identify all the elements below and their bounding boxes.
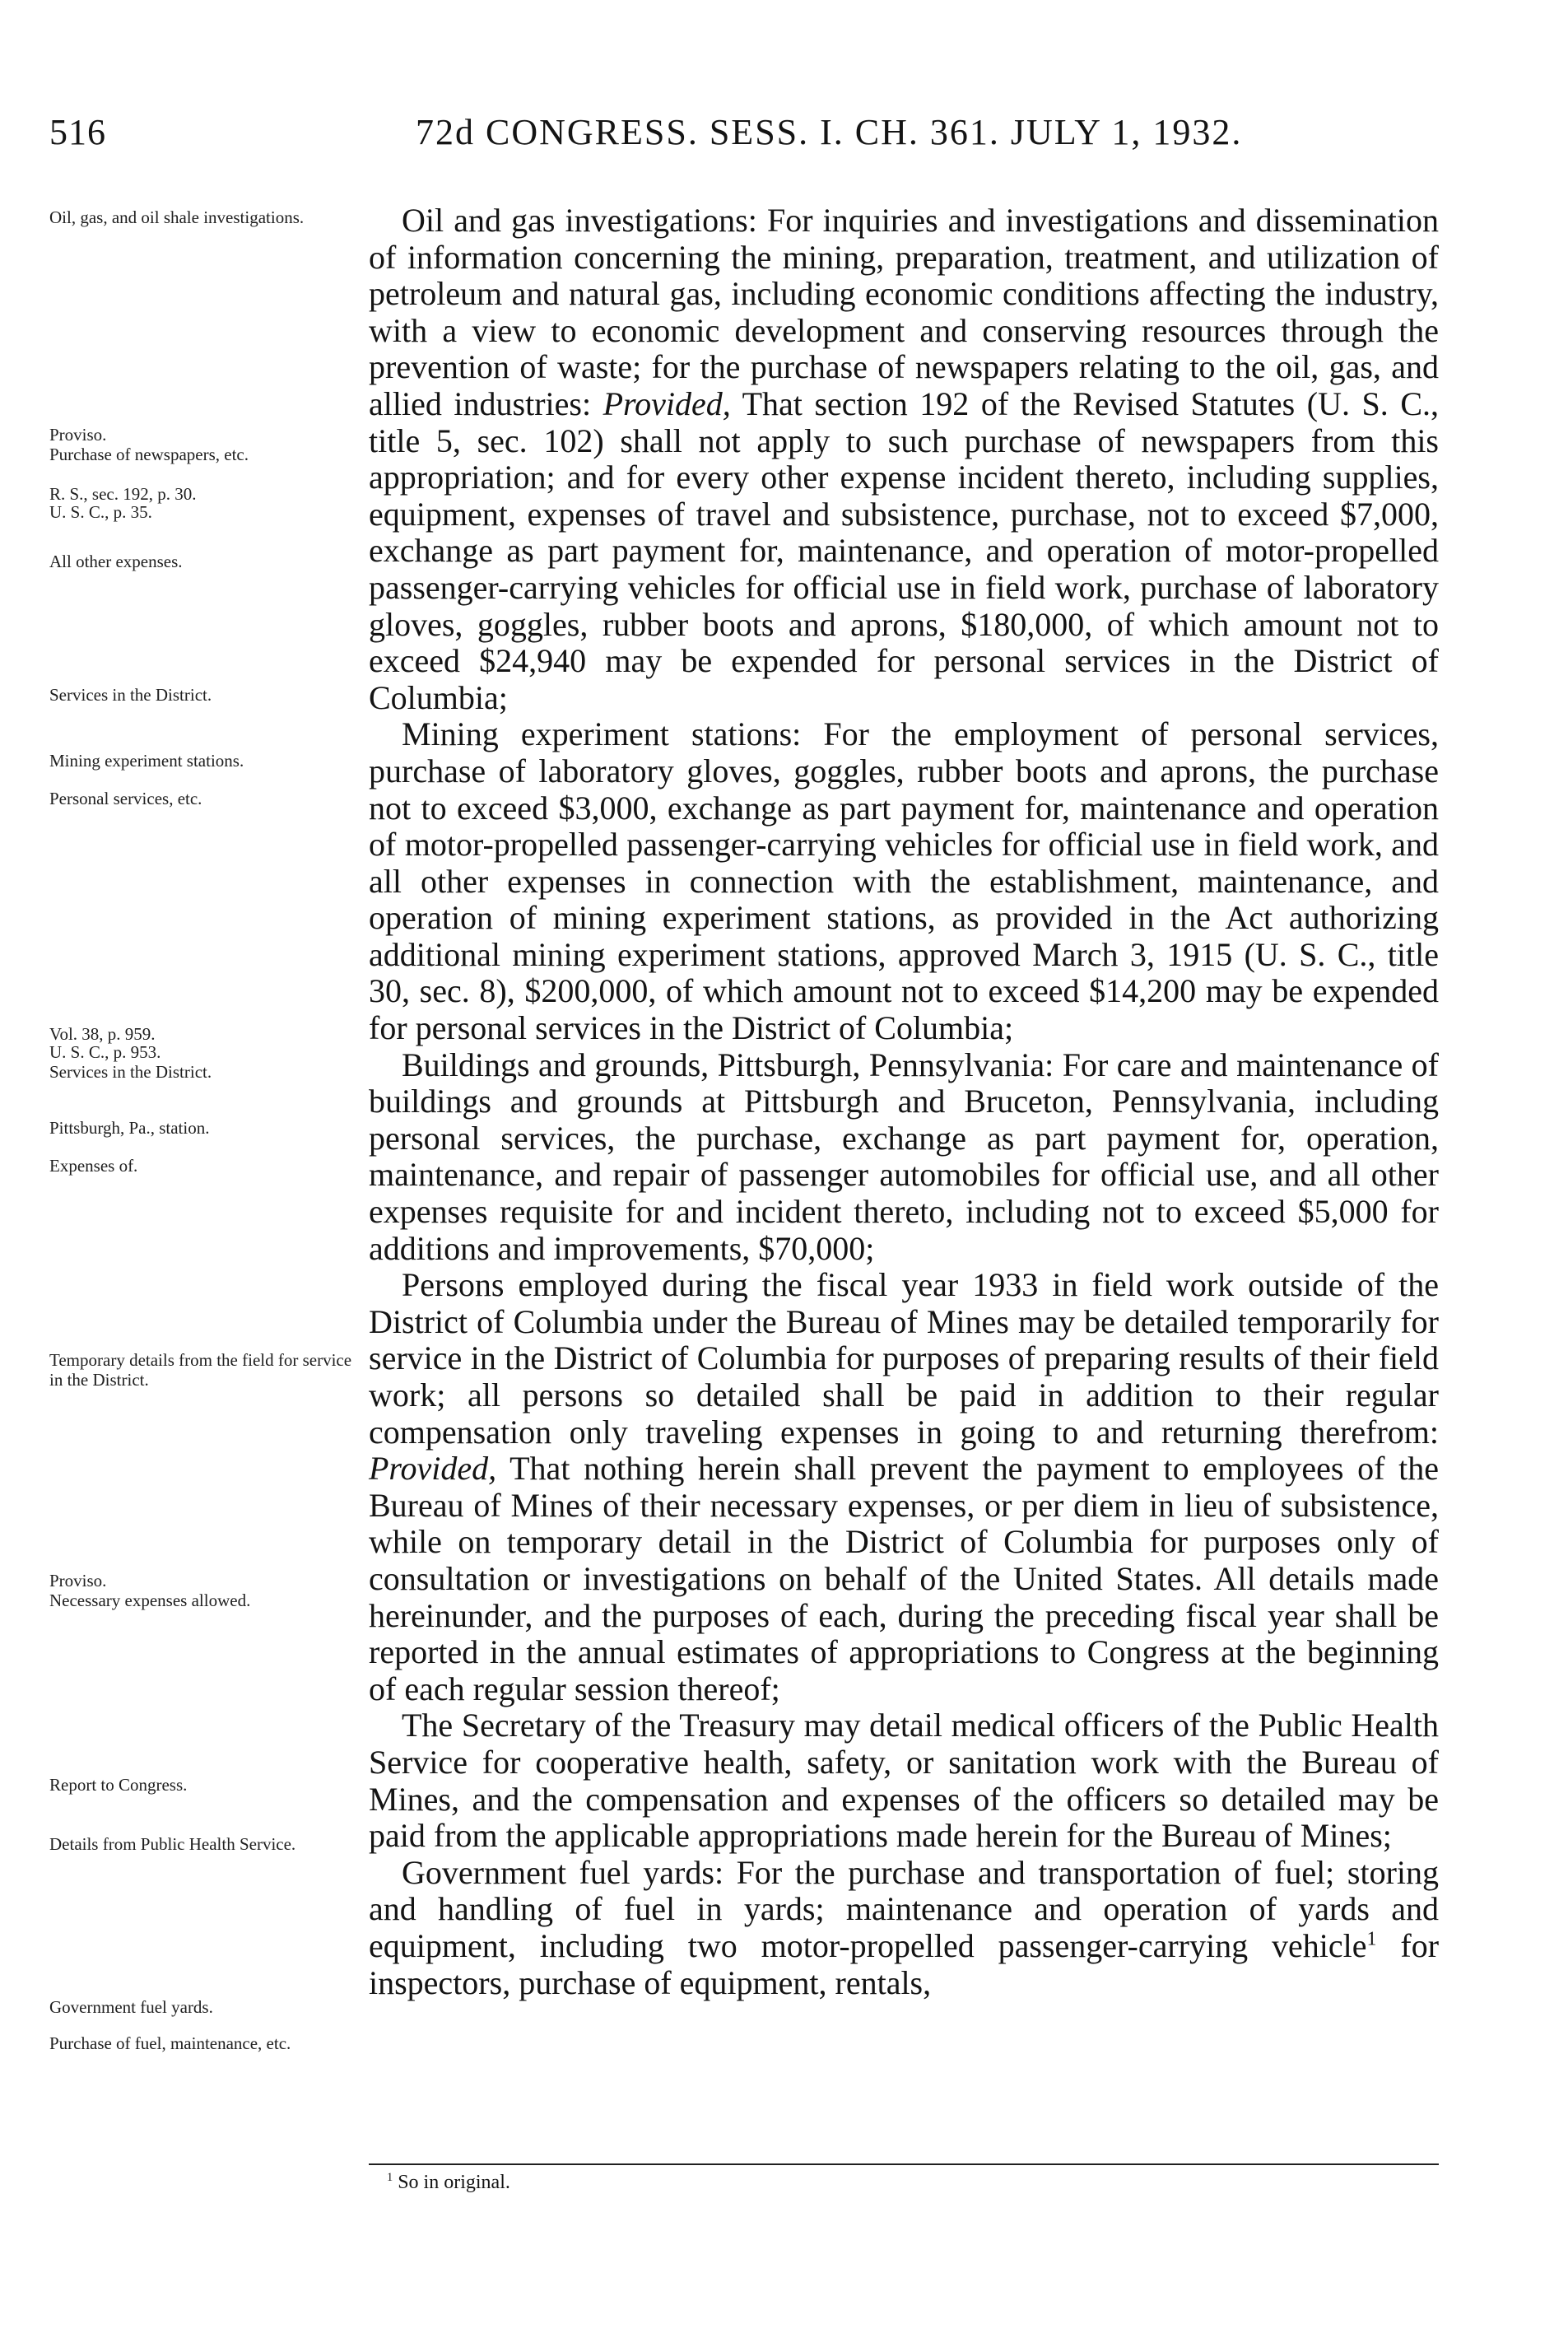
paragraph-oil-gas-part-2: That section 192 of the Revised Statutes (U. S. C., title 5, sec. 102) shall not apply to such purchase of newspapers from this appropriation; and for every other expense incident thereto, including supplies, equipment, expenses of travel and subsistence, purchase, not to exceed $7,000, exchange as part payment for, maintenance, and operation of motor-propelled passenger-carrying vehicles for official use in field work, purchase of laboratory gloves, goggles, rubber boots and aprons, $180,000, of which amount not to exceed $24,940 may be expended for personal services in the District of Columbia; xyxy=(369,384,1439,716)
proviso-word-2: Provided, xyxy=(369,1450,497,1488)
proviso-word-1: Provided, xyxy=(603,384,731,422)
footnote-divider xyxy=(369,2163,1439,2165)
paragraph-oil-gas xyxy=(369,203,1439,716)
page-header xyxy=(0,0,1568,181)
margin-note-expenses-of: Expenses of. xyxy=(49,1156,138,1176)
paragraph-fuel-part-2: for inspectors, purchase of equipment, rentals, xyxy=(369,1926,1440,2001)
paragraph-persons-part-1: Persons employed during the fiscal year 1933 in field work outside of the District of Columbia under the Bureau of Mines may be detailed temporarily for service in the District of Columbia for purposes of preparing results of their field work; all persons so detailed shall be paid in addition to their regular compensation only traveling expenses in going to and returning therefrom: xyxy=(369,1266,1439,1451)
margin-note-pittsburgh: Pittsburgh, Pa., station. xyxy=(49,1118,210,1138)
margin-note-necessary-expenses: Necessary expenses allowed. xyxy=(49,1590,251,1610)
margin-note-usc-citation-2: U. S. C., p. 953. xyxy=(49,1042,161,1062)
body-text xyxy=(369,203,1439,2001)
footnote-text: So in original. xyxy=(398,2172,510,2193)
margin-note-other-expenses: All other expenses. xyxy=(49,552,183,571)
paragraph-persons-employed xyxy=(369,1267,1439,1707)
paragraph-oil-gas-part-1: Oil and gas investigations: For inquiries and investigations and dissemination of information concerning the mining, preparation, treatment, and utilization of petroleum and natural gas, including economic conditions affecting the industry, with a view to economic development and conserving resources through the prevention of waste; for the purchase of newspapers relating to the oil, gas, and allied industries: xyxy=(369,202,1439,422)
margin-note-proviso-1: Proviso. xyxy=(49,425,107,445)
paragraph-pittsburgh: Buildings and grounds, Pittsburgh, Pennsylvania: For care and maintenance of buildings and grounds at Pittsburgh and Bruceton, Pennsylvania, including personal services, the purchase, exchange as part payment for, operation, maintenance, and repair of passenger automobiles for official use, and all other expenses requisite for and incident thereto, including not to exceed $5,000 for additions and improvements, $70,000; xyxy=(369,1046,1439,1267)
margin-note-oil-gas: Oil, gas, and oil shale investigations. xyxy=(49,207,305,227)
margin-note-proviso-2: Proviso. xyxy=(49,1571,107,1590)
paragraph-fuel-part-1: Government fuel yards: For the purchase and transportation of fuel; storing and handling of fuel in yards; maintenance and operation of yards and equipment, including two motor-propelled passenger-carrying vehicle xyxy=(369,1853,1439,1964)
paragraph-fuel-yards xyxy=(369,1855,1439,2001)
footnote-reference: 1 xyxy=(1366,1928,1377,1950)
margin-note-newspapers: Purchase of newspapers, etc. xyxy=(49,445,249,464)
margin-note-fuel-purchase: Purchase of fuel, maintenance, etc. xyxy=(49,2033,291,2053)
margin-note-vol-citation: Vol. 38, p. 959. xyxy=(49,1024,156,1044)
margin-note-mining-stations: Mining experiment stations. xyxy=(49,751,244,771)
paragraph-persons-part-2: That nothing herein shall prevent the payment to employees of the Bureau of Mines of their necessary expenses, or per diem in lieu of subsistence, while on temporary detail in the District of Columbia for purposes only of consultation or investigations on behalf of the United States. All details made hereinunder, and the purposes of each, during the preceding fiscal year shall be reported in the annual estimates of appropriations to Congress at the beginning of each regular session thereof; xyxy=(369,1450,1439,1707)
footnote xyxy=(387,2170,510,2195)
margin-note-public-health: Details from Public Health Service. xyxy=(49,1834,296,1854)
margin-note-personal-services: Personal services, etc. xyxy=(49,789,202,808)
running-head: 72d CONGRESS. SESS. I. CH. 361. JULY 1, 1932. xyxy=(416,112,1243,152)
margin-note-fuel-yards: Government fuel yards. xyxy=(49,1997,213,2017)
page-number: 516 xyxy=(49,112,106,152)
margin-note-services-district-1: Services in the District. xyxy=(49,685,212,705)
margin-note-usc-citation-1: U. S. C., p. 35. xyxy=(49,502,152,522)
margin-note-services-district-2: Services in the District. xyxy=(49,1062,212,1082)
margin-note-temporary-details: Temporary details from the field for service in the District. xyxy=(49,1350,352,1390)
margin-note-report-congress: Report to Congress. xyxy=(49,1775,188,1795)
margin-note-rs-citation: R. S., sec. 192, p. 30. xyxy=(49,484,197,504)
paragraph-public-health: The Secretary of the Treasury may detail medical officers of the Public Health Service for cooperative health, safety, or sanitation work with the Bureau of Mines, and the compensation and expenses of the officers so detailed may be paid from the applicable appropriations made herein for the Bureau of Mines; xyxy=(369,1707,1439,1855)
paragraph-mining-stations: Mining experiment stations: For the employment of personal services, purchase of laboratory gloves, goggles, rubber boots and aprons, the purchase not to exceed $3,000, exchange as part payment for, maintenance and operation of motor-propelled passenger-carrying vehicles for official use in field work, and all other expenses in connection with the establishment, maintenance, and operation of mining experiment stations, as provided in the Act authorizing additional mining experiment stations, approved March 3, 1915 (U. S. C., title 30, sec. 8), $200,000, of which amount not to exceed $14,200 may be expended for personal services in the District of Columbia; xyxy=(369,715,1439,1047)
footnote-marker: 1 xyxy=(387,2171,393,2184)
